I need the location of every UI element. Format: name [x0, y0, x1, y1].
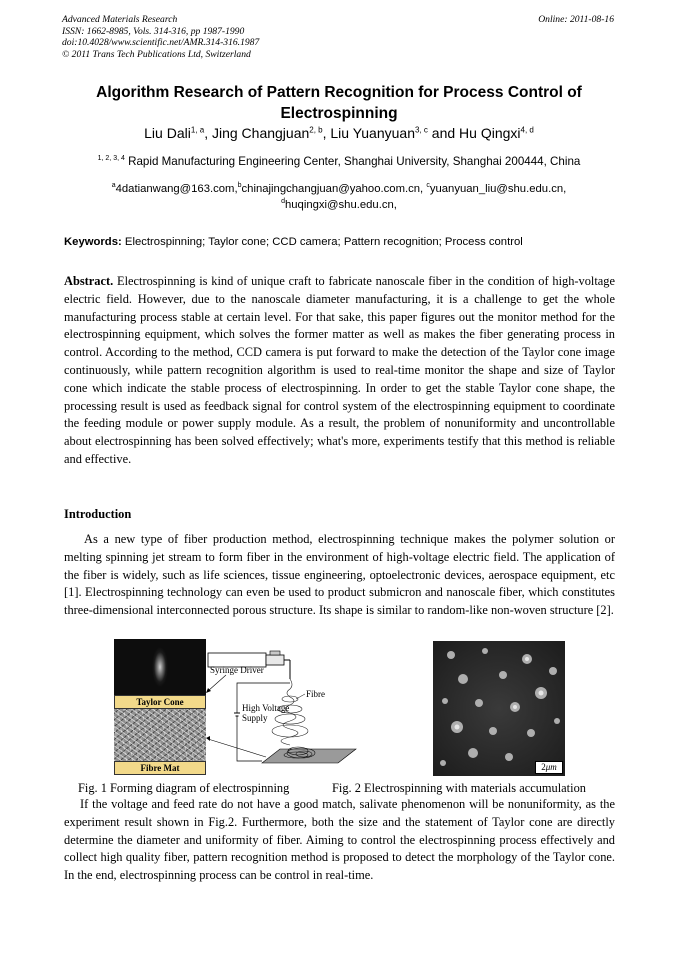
bead-highlight [525, 657, 529, 661]
bead [442, 698, 448, 704]
author-sup: 3, c [415, 125, 428, 135]
paper-title: Algorithm Research of Pattern Recognition for Process Control of Electrospinning [96, 84, 582, 122]
bead [447, 651, 455, 659]
journal-name: Advanced Materials Research [62, 14, 178, 25]
fibre-mat-photo [114, 709, 206, 761]
fibre-pointer [296, 694, 305, 699]
author-separator: , [204, 125, 212, 141]
bead [458, 674, 468, 684]
keywords-text: Electrospinning; Taylor cone; CCD camera; Pattern recognition; Process control [124, 236, 523, 248]
arrowhead-fibre-mat [206, 736, 210, 741]
author-sup: 4, d [520, 125, 534, 135]
doi-line: doi:10.4028/www.scientific.net/AMR.314-316.1987 [62, 37, 260, 48]
bead [499, 671, 507, 679]
fibre-mat-label: Fibre Mat [114, 761, 206, 775]
final-paragraph: If the voltage and feed rate do not have a good match, salivate phenomenon will be nonuniformity, as the experiment result shown in Fig.2. Furthermore, both the size and the statement of Taylor cone are directly determine the diameter and uniformity of fiber. Aiming to control the electrospinning process effectively and collect high quality fiber, pattern recognition method is proposed to detect the morphology of the Taylor cone. In the end, electrospinning process can be control in real-time. [64, 797, 615, 883]
introduction-paragraph: As a new type of fiber production method, electrospinning technique makes the polymer solution or melting spinning jet stream to form fiber in the environment of high-voltage electric field. The application of the fiber is widely, such as life sciences, tissue engineering, optoelectronic devices, aerospace equipment, etc [1]. Electrospinning technology can even be used to product submicron and nanoscale fiber, which constitutes three-dimensional interconnected porous structure. Its shape is similar to random-like non-woven structure [2]. [64, 532, 615, 618]
electrospinning-diagram [206, 639, 384, 775]
taylor-cone-photo [114, 639, 206, 695]
email-address[interactable]: 4datianwang@163.com, [115, 183, 238, 195]
bead [527, 729, 535, 737]
keywords-label: Keywords: [64, 236, 122, 248]
author-list [62, 125, 616, 141]
bead-highlight [539, 691, 544, 696]
syringe-driver-text: Syringe Driver [210, 665, 264, 675]
bead [549, 667, 557, 675]
online-date: Online: 2011-08-16 [538, 14, 614, 25]
bead [489, 727, 497, 735]
fibre-text: Fibre [306, 689, 325, 699]
figure-1 [114, 639, 384, 775]
bead [440, 760, 446, 766]
collector-plate [262, 749, 356, 763]
scale-value: 2 [541, 762, 546, 772]
figure-2-micrograph [433, 641, 565, 776]
scale-unit: μm [545, 762, 557, 772]
arrow-to-taylor-cone [208, 675, 226, 691]
high-voltage-text-1: High Voltage [242, 703, 290, 713]
email-row [62, 197, 616, 213]
email-sup: a [111, 182, 116, 190]
figure-2-caption: Fig. 2 Electrospinning with materials accumulation [332, 781, 586, 795]
email-sup: c [426, 182, 430, 190]
syringe-barrel [266, 655, 284, 665]
abstract [64, 273, 615, 469]
author-name: Liu Yuanyuan [330, 125, 415, 141]
taylor-cone-label: Taylor Cone [114, 695, 206, 709]
high-voltage-text-2: Supply [242, 713, 268, 723]
email-address[interactable]: yuanyuan_liu@shu.edu.cn, [429, 183, 567, 195]
author-sup: 1, a [190, 125, 205, 135]
bead [554, 718, 560, 724]
affiliation [62, 155, 616, 168]
bead-highlight [513, 705, 517, 709]
keywords [64, 236, 616, 248]
affiliation-sup: 1, 2, 3, 4 [97, 155, 125, 163]
issn-line: ISSN: 1662-8985, Vols. 314-316, pp 1987-1990 [62, 25, 245, 37]
email-list [62, 181, 616, 213]
affiliation-text: Rapid Manufacturing Engineering Center, Shanghai University, Shanghai 200444, China [128, 155, 581, 168]
figure-1-caption: Fig. 1 Forming diagram of electrospinning [78, 781, 290, 795]
scale-bar [535, 761, 563, 774]
author-separator: , [322, 125, 331, 141]
copyright-line: © 2011 Trans Tech Publications Ltd, Switzerland [62, 48, 251, 60]
bead [505, 753, 513, 761]
author-and: and [427, 125, 460, 141]
abstract-text: Electrospinning is kind of unique craft to fabricate nanoscale fiber in the condition of high-voltage electric field. However, due to the nanoscale diameter manufacturing, it is a challenge to get the whole manufacturing process stable at certain level. For that sake, this paper figures out the monitor method for the electrospinning equipment, which solves the former matter as well as makes the fiber generating process in control. According to the method, CCD camera is put forward to make the detection of the Taylor cone image continuously, while pattern recognition algorithm is used to real-time monitor the shape and size of Taylor cone which indicate the stable process of electrospinning. In order to get the stable Taylor cone shape, the processing result is used as feedback signal for control system of the electrospinning equipment to coordinate the feeding module or power supply module. As a result, the problem of nonuniformity and uncontrollable about electrospinning has been solved effectively; what's more, experiments testify that this method is reliable and effective. [64, 274, 615, 466]
bead-highlight [455, 725, 460, 730]
email-address[interactable]: chinajingchangjuan@yahoo.com.cn, [241, 183, 424, 195]
bead [475, 699, 483, 707]
abstract-label: Abstract. [64, 274, 114, 288]
email-address[interactable]: huqingxi@shu.edu.cn, [284, 199, 397, 211]
syringe-plunger [270, 651, 280, 655]
introduction-heading: Introduction [64, 507, 132, 521]
email-sup: b [237, 182, 242, 190]
author-name: Hu Qingxi [459, 125, 521, 141]
micrograph-beads [433, 641, 565, 776]
author-name: Liu Dali [144, 125, 191, 141]
email-row [62, 181, 616, 197]
email-sup: d [281, 198, 285, 206]
journal-header [62, 14, 259, 60]
bead [468, 748, 478, 758]
author-name: Jing Changjuan [211, 125, 310, 141]
author-sup: 2, b [309, 125, 323, 135]
bead [482, 648, 488, 654]
